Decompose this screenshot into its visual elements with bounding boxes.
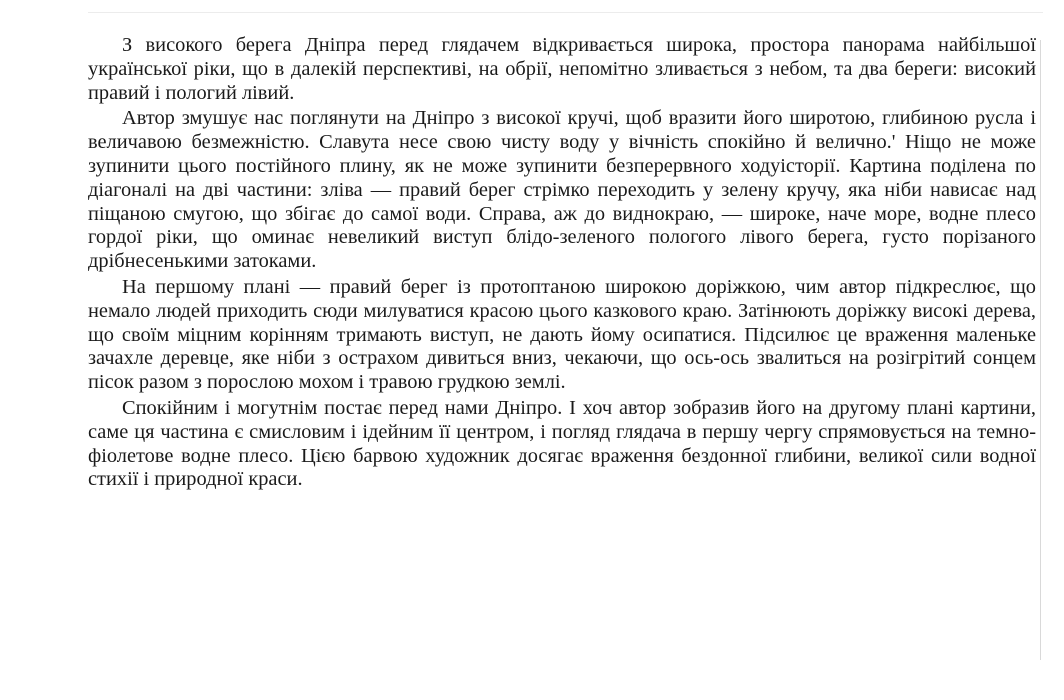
paragraph-2: Автор змушує нас поглянути на Дніпро з високої кручі, щоб вразити його широтою, глибиною русла і величавою безмежністю. Славута несе свою чисту воду у вічність спокійно й велично.' Ніщо не може зупинити цього постійного плину, як не може зупинити безперервного ходуісторії. Картина поділена по діагоналі на дві частини: зліва — правий берег стрімко переходить у зелену кручу, яка ніби нависає над піщаною смугою, що збігає до самої води. Справа, аж до виднокраю, — широке, наче море, водне плесо гордої ріки, що оминає невеликий виступ блідо-зеленого пологого лівого берега, густо порізаного дрібнесенькими затоками. bbox=[88, 107, 1036, 273]
document-text bbox=[88, 34, 1036, 494]
paragraph-3: На першому плані — правий берег із протоптаною широкою доріжкою, чим автор підкреслює, що немало людей приходить сюди милуватися красою цього казкового краю. Затінюють доріжку високі дерева, що своїм міцним корінням тримають виступ, не дають йому осипатися. Підсилює це враження маленьке зачахле деревце, яке ніби з острахом дивиться вниз, чекаючи, що ось-ось звалиться на розігрітий сонцем пісок разом з порослою мохом і травою грудкою землі. bbox=[88, 275, 1036, 394]
paragraph-4: Спокійним і могутнім постає перед нами Дніпро. І хоч автор зобразив його на другому плані картини, саме ця частина є смисловим і ідейним її центром, і погляд глядача в першу чергу спрямовується на темно-фіолетове водне плесо. Цією барвою художник досягає враження бездонної глибини, великої сили водної стихії і природної краси. bbox=[88, 396, 1036, 491]
top-divider bbox=[88, 12, 1043, 13]
right-margin-line bbox=[1040, 40, 1041, 660]
paragraph-1: З високого берега Дніпра перед глядачем відкривається широка, простора панорама найбільшої української ріки, що в далекій перспективі, на обрії, непомітно зливається з небом, та два береги: високий правий і пологий лівий. bbox=[88, 34, 1036, 104]
